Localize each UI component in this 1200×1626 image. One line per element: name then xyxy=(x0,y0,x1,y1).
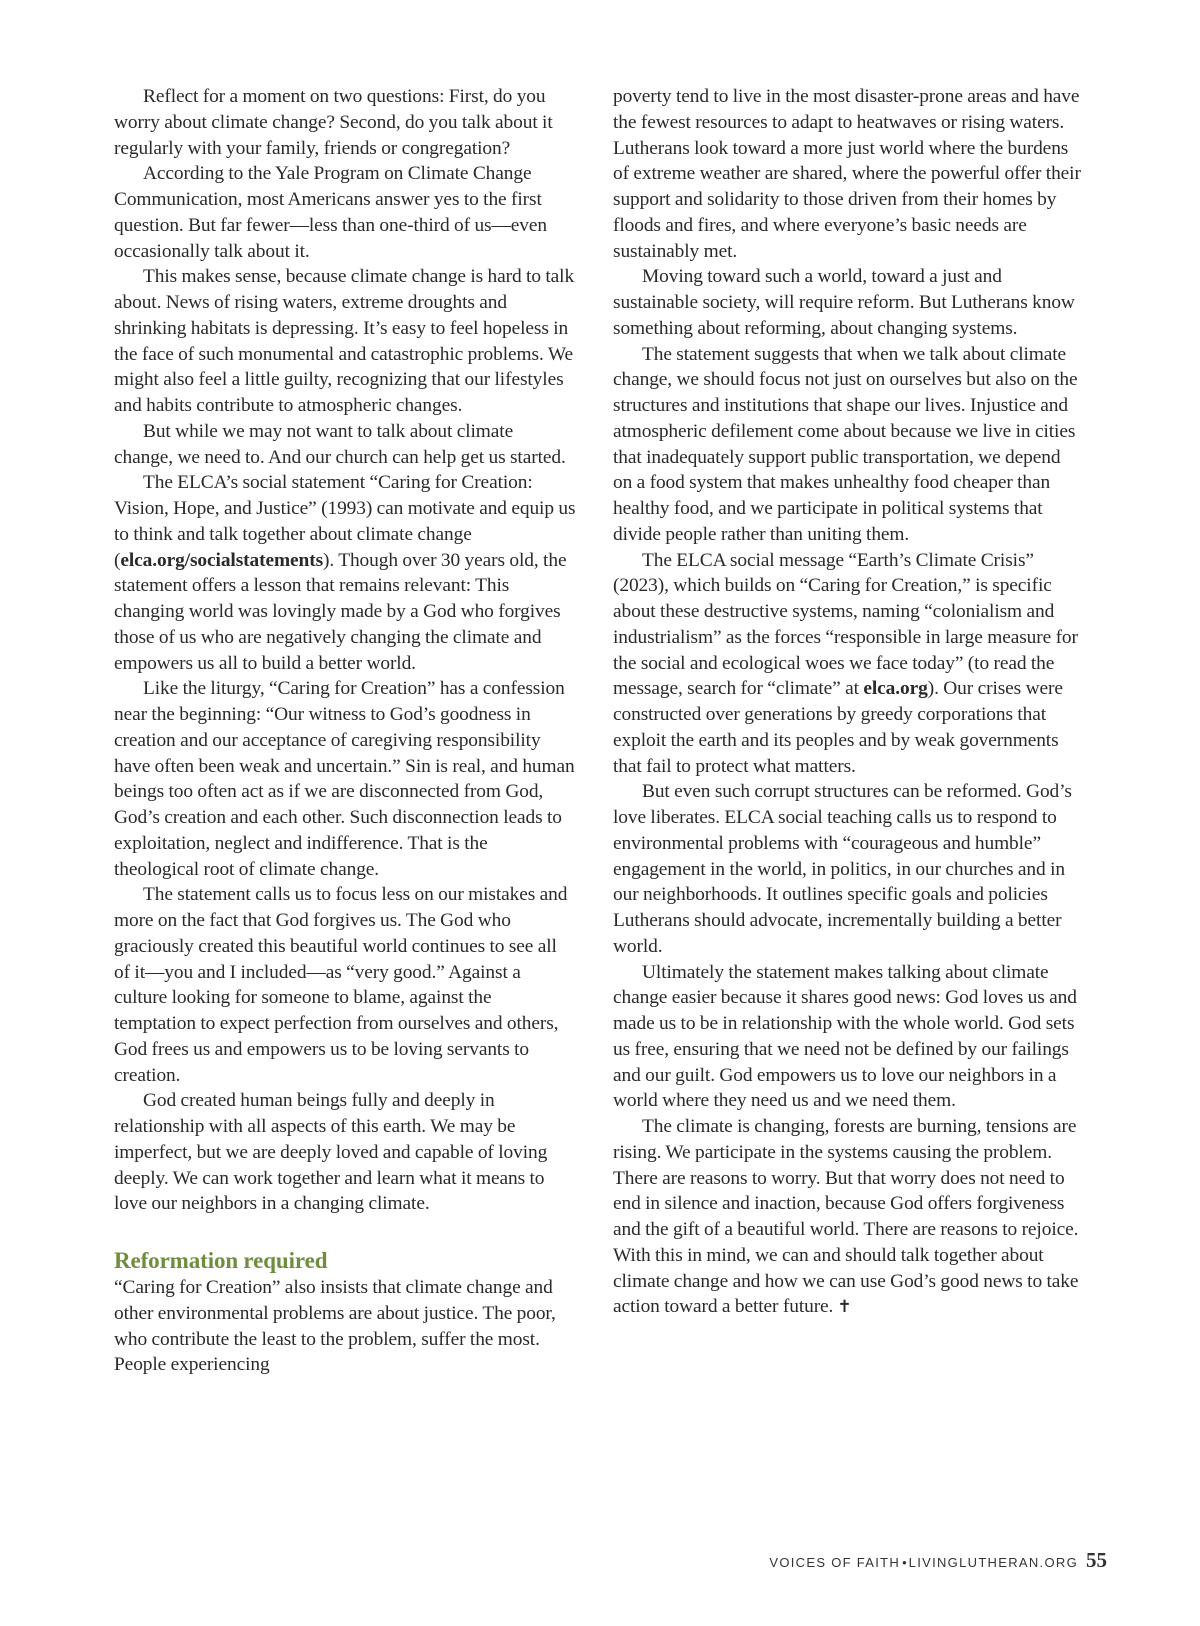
paragraph-text: The ELCA social message “Earth’s Climate Crisis” (2023), which builds on “Caring for Creation,” is specific about these destructive systems, naming “colonialism and industrialism” as the forces “responsible in large measure for the social and ecological woes we face today” (to read the message, search for “climate” at xyxy=(613,549,1078,700)
left-column xyxy=(114,84,576,1378)
elca-link-text: elca.org xyxy=(863,678,928,700)
paragraph: This makes sense, because climate change is hard to talk about. News of rising waters, extreme droughts and shrinking habitats is depressing. It’s easy to feel hopeless in the face of such monumental and catastrophic problems. We might also feel a little guilty, recognizing that our lifestyles and habits contribute to atmospheric changes. xyxy=(114,266,575,416)
paragraph-text: The climate is changing, forests are burning, tensions are rising. We participate in the systems causing the problem. There are reasons to worry. But that worry does not need to end in silence and inaction, because God offers forgiveness and the gift of a beautiful world. There are reasons to rejoice. With this in mind, we can and should talk together about climate change and how we can use God’s good news to take action toward a better future. xyxy=(613,1116,1079,1318)
page-footer xyxy=(769,1548,1107,1573)
footer-site: LIVINGLUTHERAN.ORG xyxy=(908,1555,1078,1570)
paragraph: But even such corrupt structures can be reformed. God’s love liberates. ELCA social teaching calls us to respond to environmental problems with “courageous and humble” engagement in the world, in politics, in our churches and in our neighborhoods. It outlines specific goals and policies Lutherans should advocate, incrementally building a better world. xyxy=(613,781,1072,957)
paragraph xyxy=(613,548,1083,780)
paragraph: poverty tend to live in the most disaster-prone areas and have the fewest resources to adapt to heatwaves or rising waters. Lutherans look toward a more just world where the burdens of extreme weather are shared, where the powerful offer their support and solidarity to those driven from their homes by floods and fires, and where everyone’s basic needs are sustainably met. xyxy=(613,86,1081,262)
paragraph: God created human beings fully and deeply in relationship with all aspects of this earth. We may be imperfect, but we are deeply loved and capable of loving deeply. We can work together and learn what it means to love our neighbors in a changing climate. xyxy=(114,1090,548,1215)
footer-bullet: • xyxy=(902,1555,907,1570)
paragraph: The statement calls us to focus less on our mistakes and more on the fact that God forgives us. The God who graciously created this beautiful world continues to see all of it—you and I included—as “very good.” Against a culture looking for someone to blame, against the temptation to expect perfection from ourselves and others, God frees us and empowers us to be loving servants to creation. xyxy=(114,884,568,1086)
paragraph xyxy=(114,470,576,676)
paragraph: But while we may not want to talk about climate change, we need to. And our church can help get us started. xyxy=(114,420,566,468)
paragraph-text: ). Our crises were constructed over generations by greedy corporations that exploit the earth and its peoples and by weak governments that fail to protect what matters. xyxy=(613,678,1063,777)
paragraph: According to the Yale Program on Climate Change Communication, most Americans answer yes to the first question. But far fewer—less than one-third of us—even occasionally talk about it. xyxy=(114,163,547,262)
paragraph-text: The ELCA’s social statement “Caring for Creation: Vision, Hope, and Justice” (1993) can motivate and equip us to think and talk together about climate change ( xyxy=(114,472,576,571)
paragraph: Ultimately the statement makes talking about climate change easier because it shares good news: God loves us and made us to be in relationship with the whole world. God sets us free, ensuring that we need not be defined by our failings and our guilt. God empowers us to love our neighbors in a world where they need us and we need them. xyxy=(613,961,1077,1112)
paragraph: The statement suggests that when we talk about climate change, we should focus not just on ourselves but also on the structures and institutions that shape our lives. Injustice and atmospheric defilement come about because we live in cities that inadequately support public transportation, we depend on a food system that makes unhealthy food cheaper than healthy food, and we participate in political systems that divide people rather than uniting them. xyxy=(613,343,1078,545)
right-column xyxy=(613,84,1083,1321)
paragraph: Reflect for a moment on two questions: First, do you worry about climate change? Second, do you talk about it regularly with your family, friends or congregation? xyxy=(114,86,553,159)
section-subhead: Reformation required xyxy=(114,1248,328,1273)
paragraph: “Caring for Creation” also insists that climate change and other environmental problems are about justice. The poor, who contribute the least to the problem, suffer the most. People experiencing xyxy=(114,1277,556,1376)
paragraph xyxy=(613,1114,1083,1321)
paragraph: Like the liturgy, “Caring for Creation” has a confession near the beginning: “Our witness to God’s goodness in creation and our acceptance of caregiving responsibility have often been weak and uncertain.” Sin is real, and human beings too often act as if we are disconnected from God, God’s creation and each other. Such disconnection leads to exploitation, neglect and indifference. That is the theological root of climate change. xyxy=(114,678,575,880)
footer-section: VOICES OF FAITH xyxy=(769,1555,901,1570)
paragraph-text: ). Though over 30 years old, the statement offers a lesson that remains relevant: This changing world was lovingly made by a God who forgives those of us who are negatively changing the climate and empowers us all to build a better world. xyxy=(114,549,567,674)
socialstatements-link-text: elca.org/socialstatements xyxy=(120,549,324,571)
cross-icon: ✝ xyxy=(837,1297,852,1318)
paragraph: Moving toward such a world, toward a just and sustainable society, will require reform. But Lutherans know something about reforming, about changing systems. xyxy=(613,266,1075,339)
page-number: 55 xyxy=(1086,1548,1107,1572)
